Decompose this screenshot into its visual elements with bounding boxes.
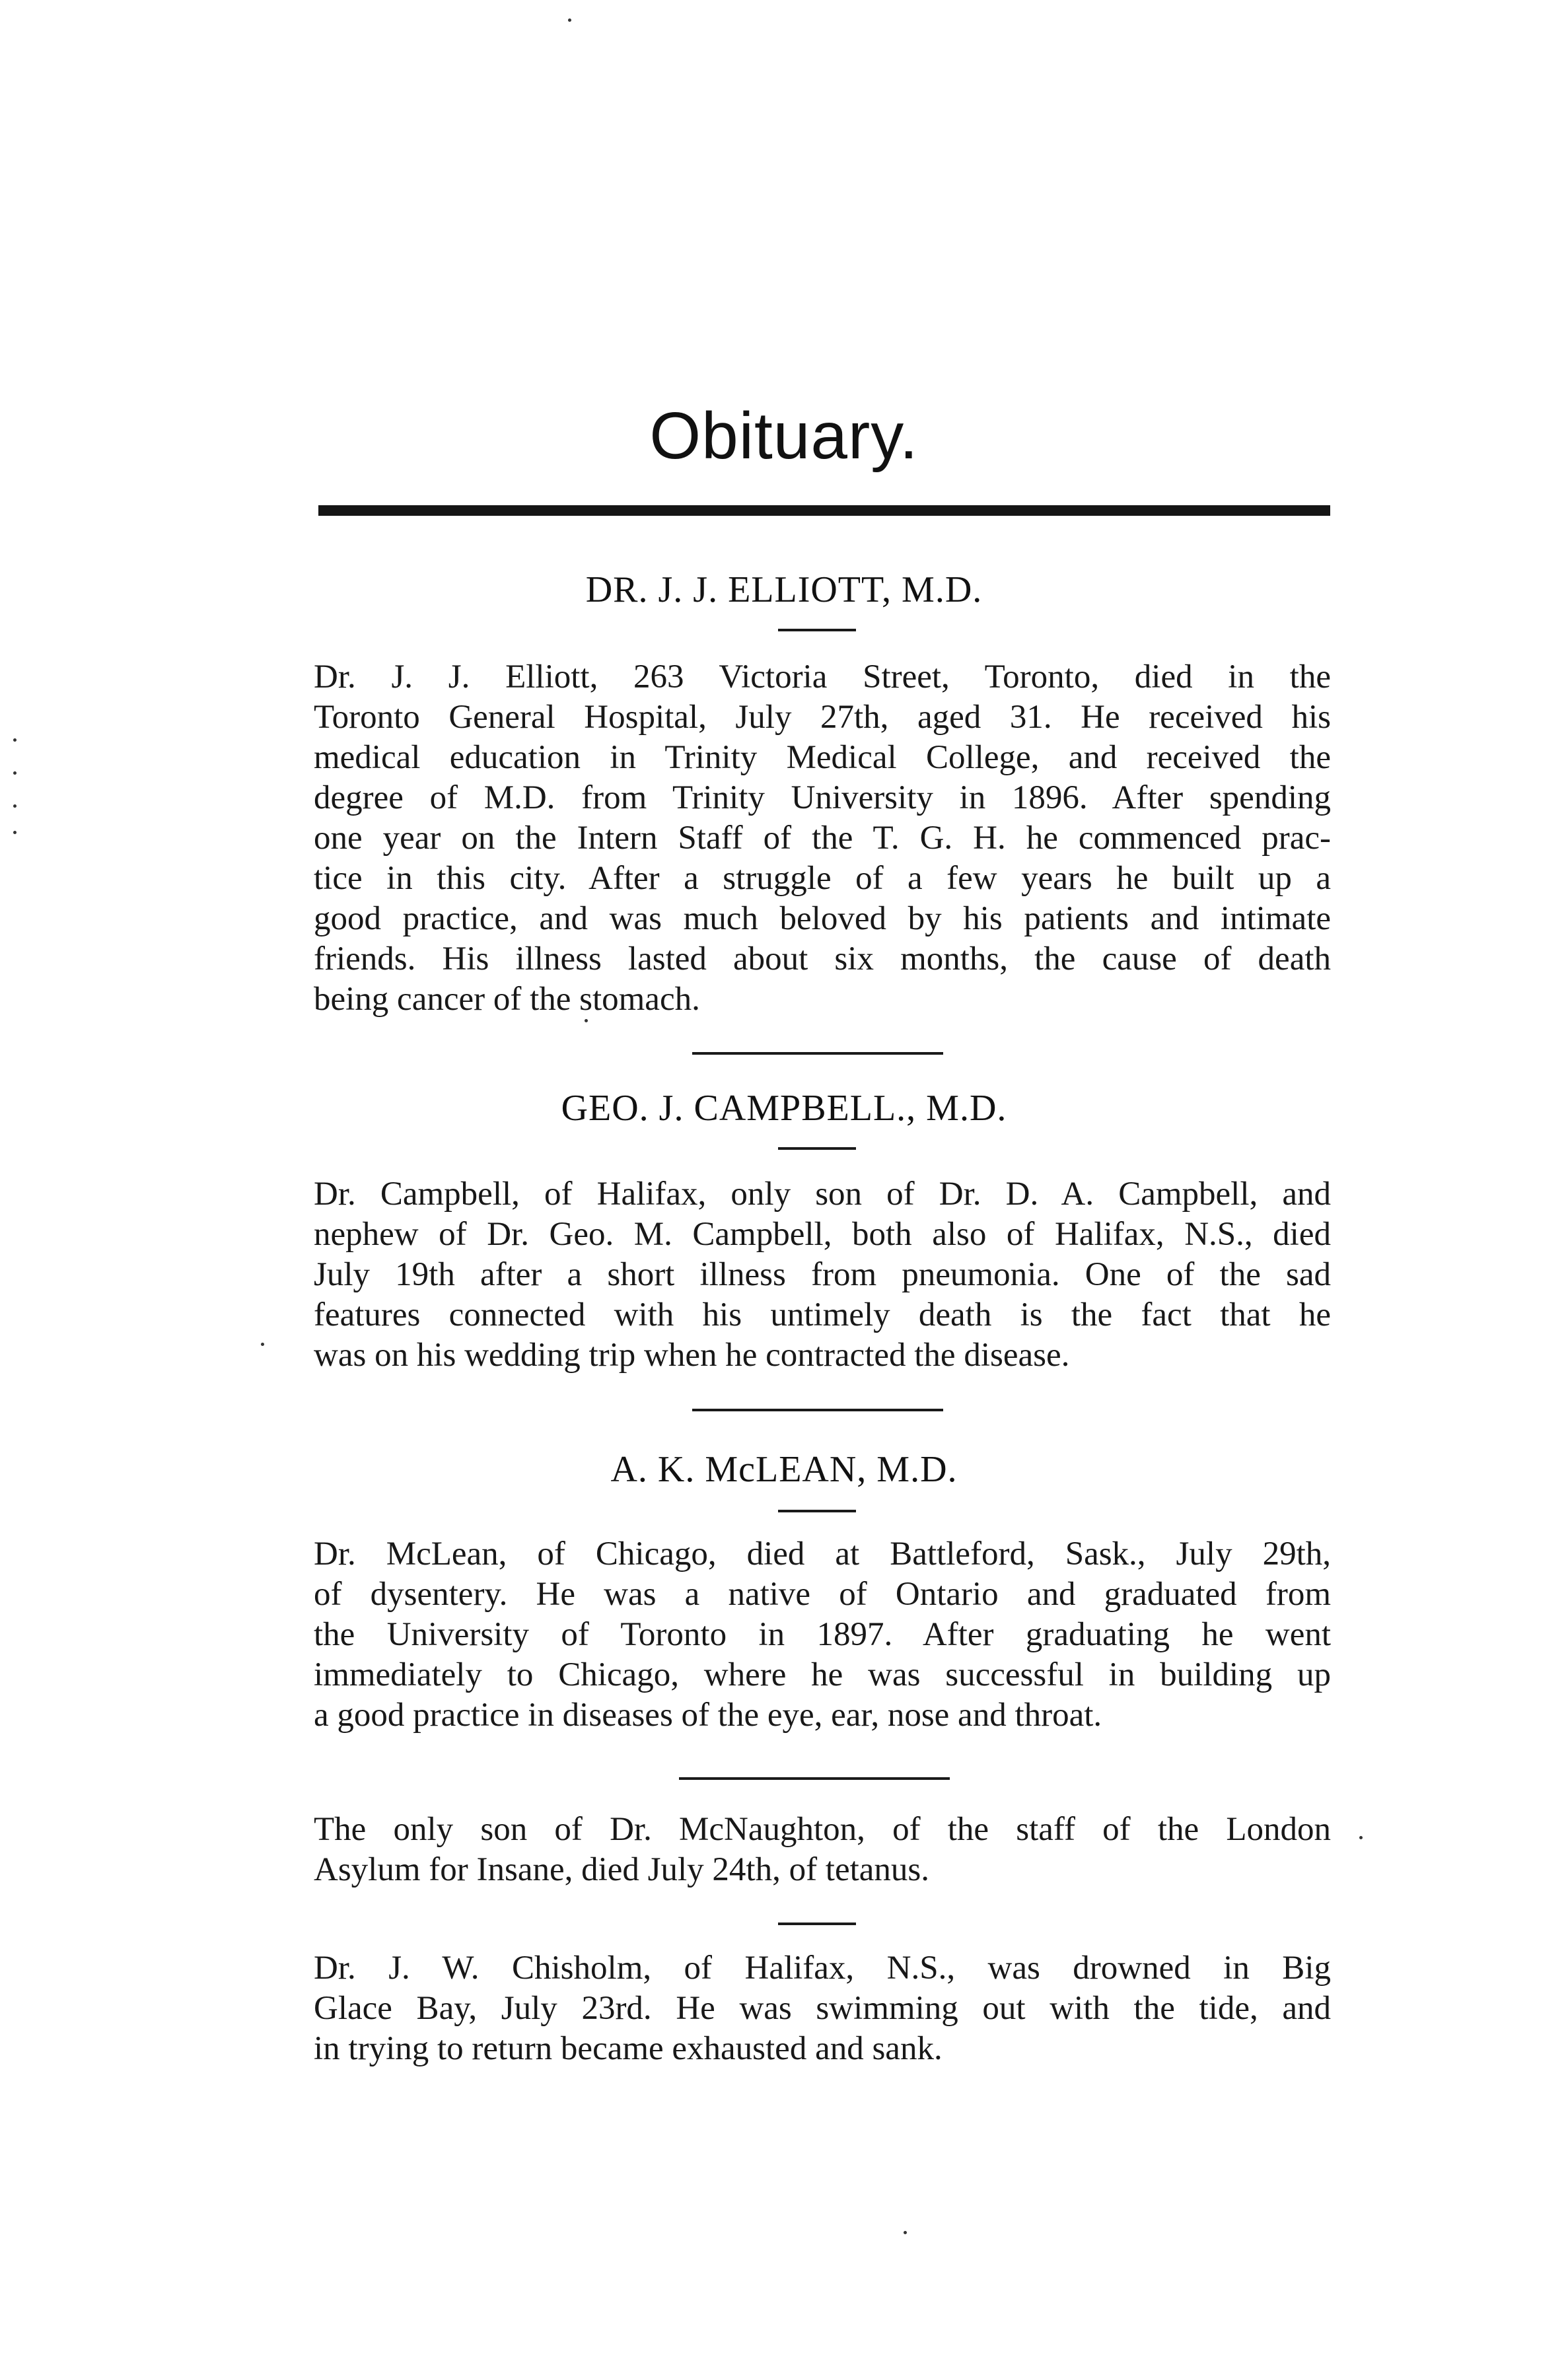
entry-text-mclean <box>314 1534 1331 1736</box>
entry-heading-elliott: DR. J. J. ELLIOTT, M.D. <box>585 569 983 610</box>
text-line: in trying to return became exhausted and sank. <box>314 2030 943 2067</box>
text-line: The only son of Dr. McNaughton, of the staff of the London <box>314 1811 1331 1848</box>
section-divider <box>692 1052 943 1055</box>
text-line: a good practice in diseases of the eye, ear, nose and throat. <box>314 1697 1102 1734</box>
entry-text-elliott <box>314 657 1331 1020</box>
page-title: Obituary. <box>649 399 919 473</box>
scan-speck <box>13 771 17 775</box>
text-line: features connected with his untimely death is the fact that he <box>314 1296 1331 1333</box>
text-line: Dr. McLean, of Chicago, died at Battleford, Sask., July 29th, <box>314 1535 1331 1572</box>
entry-heading-mclean: A. K. McLEAN, M.D. <box>610 1449 958 1490</box>
text-line: of dysentery. He was a native of Ontario and graduated from <box>314 1576 1331 1613</box>
section-divider <box>679 1777 950 1780</box>
text-line: medical education in Trinity Medical College, and received the <box>314 739 1331 776</box>
text-line: tice in this city. After a struggle of a few years he built up a <box>314 860 1331 897</box>
heading-underline <box>778 1147 856 1150</box>
scan-speck <box>904 2231 907 2234</box>
text-line: being cancer of the stomach. <box>314 981 700 1018</box>
text-line: July 19th after a short illness from pneumonia. One of the sad <box>314 1256 1331 1293</box>
text-line: was on his wedding trip when he contracted the disease. <box>314 1337 1070 1374</box>
scan-speck <box>13 804 17 808</box>
scan-speck <box>568 18 571 22</box>
heading-underline <box>778 629 856 631</box>
text-line: good practice, and was much beloved by his patients and intimate <box>314 900 1331 937</box>
text-line: immediately to Chicago, where he was successful in building up <box>314 1656 1331 1693</box>
scan-speck <box>1359 1836 1363 1839</box>
text-line: friends. His illness lasted about six months, the cause of death <box>314 940 1331 977</box>
entry-text-chisholm <box>314 1948 1331 2069</box>
heading-underline <box>778 1510 856 1512</box>
text-line: Toronto General Hospital, July 27th, aged 31. He received his <box>314 699 1331 736</box>
text-line: degree of M.D. from Trinity University in 1896. After spending <box>314 779 1331 816</box>
text-line: Asylum for Insane, died July 24th, of tetanus. <box>314 1851 930 1888</box>
text-line: Dr. J. W. Chisholm, of Halifax, N.S., was drowned in Big <box>314 1950 1331 1987</box>
section-divider <box>692 1409 943 1411</box>
entry-heading-campbell: GEO. J. CAMPBELL., M.D. <box>561 1088 1007 1129</box>
text-line: nephew of Dr. Geo. M. Campbell, both also of Halifax, N.S., died <box>314 1216 1331 1253</box>
text-line: Dr. J. J. Elliott, 263 Victoria Street, Toronto, died in the <box>314 658 1331 695</box>
entry-text-campbell <box>314 1174 1331 1376</box>
scan-speck <box>261 1343 264 1346</box>
entry-text-mcnaughton <box>314 1810 1331 1890</box>
text-line: Dr. Campbell, of Halifax, only son of Dr. D. A. Campbell, and <box>314 1176 1331 1213</box>
text-line: one year on the Intern Staff of the T. G. H. he commenced prac- <box>314 820 1331 857</box>
scan-speck <box>13 738 17 742</box>
text-line: Glace Bay, July 23rd. He was swimming out with the tide, and <box>314 1990 1331 2027</box>
text-line: the University of Toronto in 1897. After graduating he went <box>314 1616 1331 1653</box>
title-rule <box>318 505 1330 516</box>
section-divider <box>778 1923 856 1925</box>
scan-speck <box>585 1019 588 1022</box>
scan-speck <box>13 831 17 834</box>
